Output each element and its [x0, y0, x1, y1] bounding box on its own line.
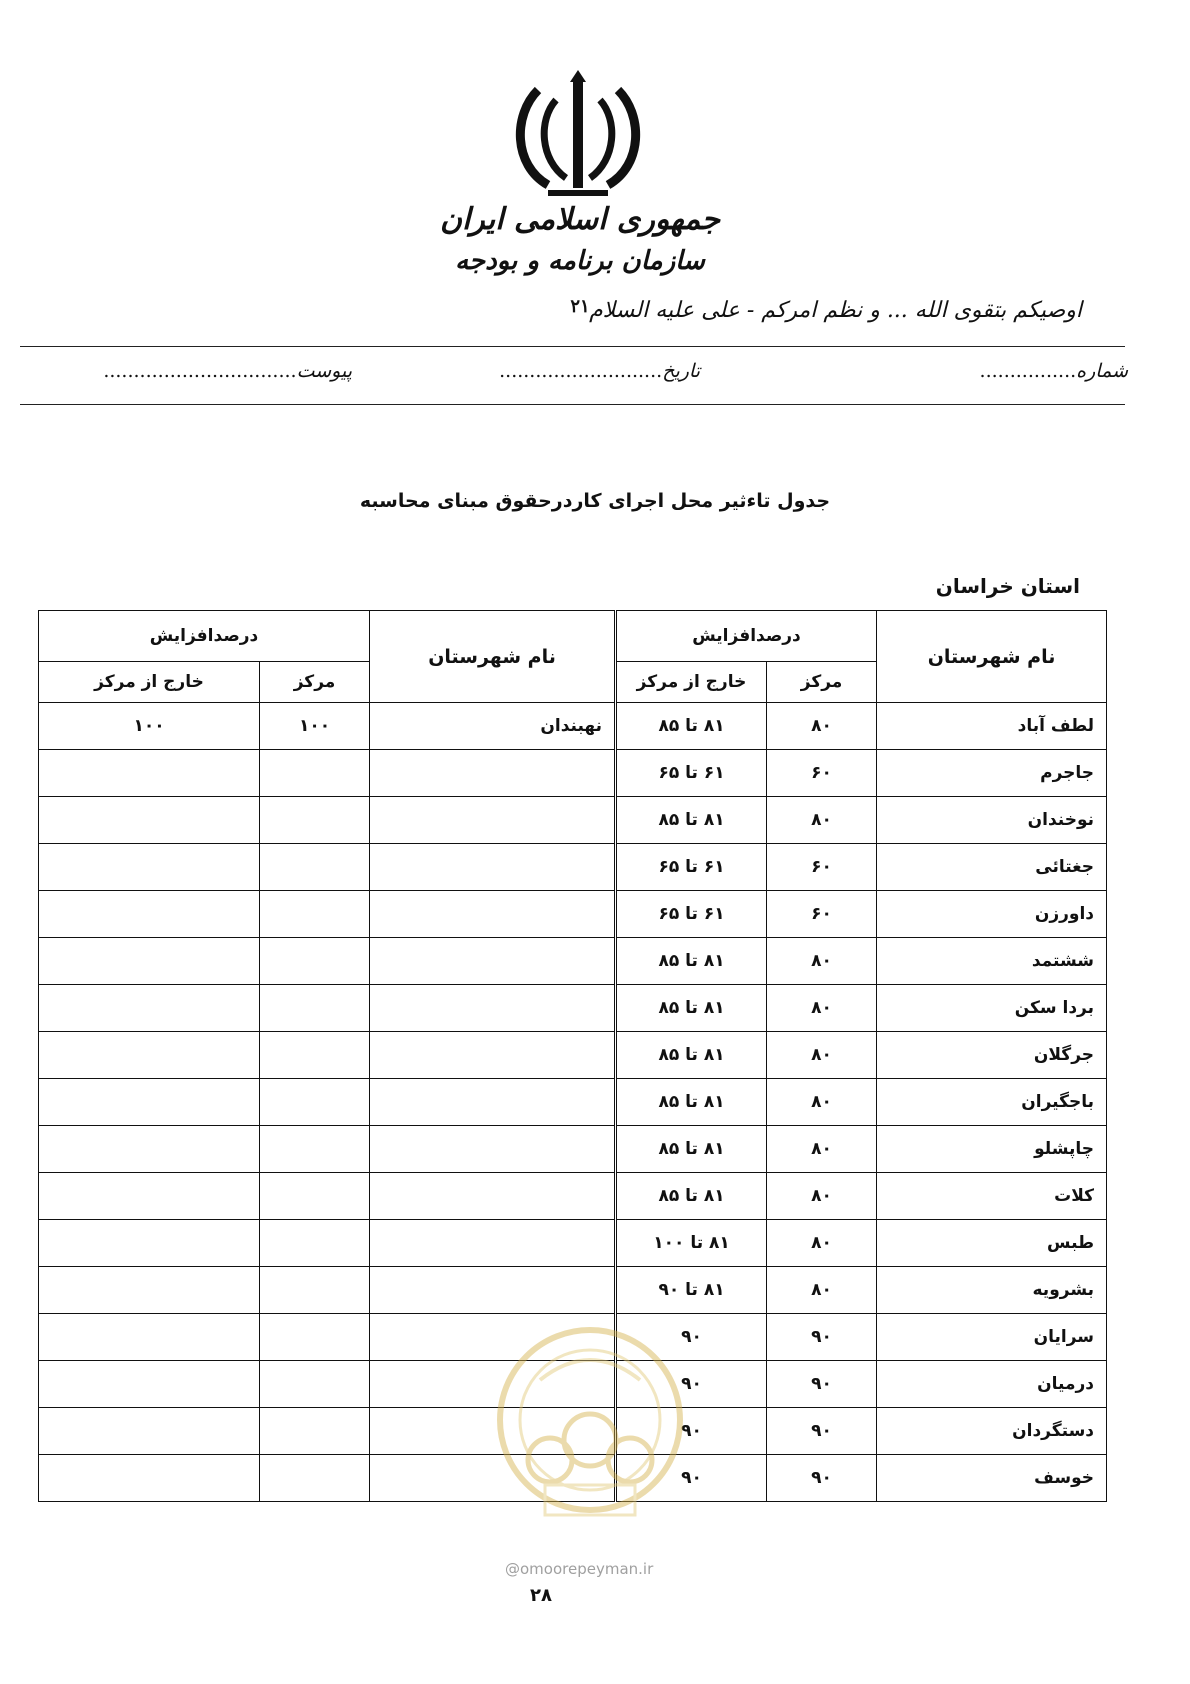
city-cell: جاجرم [877, 750, 1107, 797]
city-cell-left [370, 1079, 615, 1126]
outside-cell: ۶۱ تا ۶۵ [617, 750, 767, 797]
city-cell-left [370, 1032, 615, 1079]
outside-cell: ۹۰ [617, 1361, 767, 1408]
outside-cell-left [39, 938, 260, 985]
watermark-seal-icon [490, 1310, 690, 1560]
center-cell: ۸۰ [767, 938, 877, 985]
number-dots: ................ [979, 360, 1077, 382]
column-gap [615, 844, 617, 891]
city-cell: خوسف [877, 1455, 1107, 1502]
city-cell-left: نهبندان [370, 703, 615, 750]
center-cell-left [260, 1455, 370, 1502]
column-gap [615, 1032, 617, 1079]
center-cell-left [260, 1220, 370, 1267]
city-cell: بشرویه [877, 1267, 1107, 1314]
outside-cell: ۸۱ تا ۸۵ [617, 1032, 767, 1079]
column-gap [615, 985, 617, 1032]
table-row [39, 1267, 1107, 1314]
date-dots: ........................... [499, 360, 663, 382]
center-cell: ۹۰ [767, 1314, 877, 1361]
watermark-url: @omoorepeyman.ir [505, 1560, 654, 1578]
table-row [39, 1220, 1107, 1267]
province-label: استان خراسان [935, 574, 1080, 598]
outside-cell: ۶۱ تا ۶۵ [617, 891, 767, 938]
outside-cell: ۸۱ تا ۸۵ [617, 1126, 767, 1173]
header-rule-top [20, 346, 1125, 347]
number-field [980, 360, 1128, 382]
outside-cell-left [39, 1173, 260, 1220]
center-cell-left [260, 938, 370, 985]
city-cell-left [370, 1267, 615, 1314]
center-cell: ۹۰ [767, 1408, 877, 1455]
center-cell-left [260, 1032, 370, 1079]
header-outside-left: خارج از مرکز [39, 662, 260, 703]
header-city-left: نام شهرستان [370, 611, 615, 703]
city-cell: دستگردان [877, 1408, 1107, 1455]
page-number: ۲۸ [530, 1585, 552, 1606]
center-cell: ۸۰ [767, 1126, 877, 1173]
city-cell-left [370, 750, 615, 797]
column-gap [615, 938, 617, 985]
city-cell-left [370, 985, 615, 1032]
table-row [39, 1126, 1107, 1173]
attachment-dots: ................................ [103, 360, 297, 382]
outside-cell: ۹۰ [617, 1455, 767, 1502]
city-cell: درمیان [877, 1361, 1107, 1408]
city-cell-left [370, 1126, 615, 1173]
header-subtitle: سازمان برنامه و بودجه [455, 246, 705, 276]
header-page-ref: ۲۱ [570, 296, 590, 317]
center-cell-left [260, 1314, 370, 1361]
city-cell: جغتائی [877, 844, 1107, 891]
table-row [39, 1173, 1107, 1220]
city-cell: نوخندان [877, 797, 1107, 844]
header-increase-right: درصدافزایش [617, 611, 877, 662]
outside-cell-left [39, 1314, 260, 1361]
center-cell: ۸۰ [767, 797, 877, 844]
city-cell: لطف آباد [877, 703, 1107, 750]
city-cell: ششتمد [877, 938, 1107, 985]
outside-cell: ۸۱ تا ۹۰ [617, 1267, 767, 1314]
center-cell-left [260, 1173, 370, 1220]
column-gap [615, 1173, 617, 1220]
column-gap [615, 1079, 617, 1126]
outside-cell: ۸۱ تا ۸۵ [617, 938, 767, 985]
city-cell: چاپشلو [877, 1126, 1107, 1173]
center-cell: ۸۰ [767, 1173, 877, 1220]
center-cell: ۹۰ [767, 1361, 877, 1408]
outside-cell-left [39, 844, 260, 891]
header-title: جمهوری اسلامی ایران [439, 202, 721, 237]
outside-cell: ۹۰ [617, 1314, 767, 1361]
outside-cell-left [39, 1032, 260, 1079]
center-cell-left [260, 1267, 370, 1314]
center-cell: ۶۰ [767, 750, 877, 797]
center-cell: ۸۰ [767, 1267, 877, 1314]
city-cell: کلات [877, 1173, 1107, 1220]
table-row [39, 1032, 1107, 1079]
city-cell: جرگلان [877, 1032, 1107, 1079]
center-cell-left [260, 985, 370, 1032]
city-cell: سرایان [877, 1314, 1107, 1361]
outside-cell-left [39, 985, 260, 1032]
center-cell-left [260, 797, 370, 844]
date-field [499, 360, 700, 382]
center-cell-left [260, 1079, 370, 1126]
table-row [39, 797, 1107, 844]
header-center-left: مرکز [260, 662, 370, 703]
outside-cell-left [39, 1408, 260, 1455]
center-cell-left [260, 844, 370, 891]
center-cell: ۶۰ [767, 844, 877, 891]
center-cell: ۸۰ [767, 703, 877, 750]
header-center-right: مرکز [767, 662, 877, 703]
header-motto: اوصیکم بتقوی الله ... و نظم امرکم - علی علیه السلام [589, 298, 1082, 323]
header-city-right: نام شهرستان [877, 611, 1107, 703]
center-cell-left [260, 750, 370, 797]
attachment-field [103, 360, 352, 382]
city-cell: طبس [877, 1220, 1107, 1267]
city-cell-left [370, 844, 615, 891]
table-row [39, 844, 1107, 891]
center-cell-left [260, 891, 370, 938]
table-row [39, 891, 1107, 938]
outside-cell: ۸۱ تا ۸۵ [617, 1173, 767, 1220]
emblem-icon [508, 70, 648, 200]
document-title: جدول تاءثیر محل اجرای کاردرحقوق مبنای محاسبه [359, 490, 831, 512]
city-cell-left [370, 1220, 615, 1267]
outside-cell-left [39, 750, 260, 797]
center-cell: ۹۰ [767, 1455, 877, 1502]
center-cell: ۸۰ [767, 1079, 877, 1126]
city-cell: باجگیران [877, 1079, 1107, 1126]
outside-cell: ۶۱ تا ۶۵ [617, 844, 767, 891]
outside-cell: ۸۱ تا ۸۵ [617, 797, 767, 844]
center-cell-left [260, 1361, 370, 1408]
outside-cell-left [39, 1361, 260, 1408]
table-row [39, 703, 1107, 750]
outside-cell-left: ۱۰۰ [39, 703, 260, 750]
column-gap [615, 703, 617, 750]
table-row [39, 1079, 1107, 1126]
attachment-label: پیوست [296, 360, 352, 382]
center-cell: ۸۰ [767, 1032, 877, 1079]
city-cell-left [370, 1173, 615, 1220]
header-rule-bottom [20, 404, 1125, 405]
outside-cell: ۹۰ [617, 1408, 767, 1455]
column-gap [615, 1220, 617, 1267]
column-gap [615, 1267, 617, 1314]
city-cell-left [370, 797, 615, 844]
center-cell: ۶۰ [767, 891, 877, 938]
outside-cell-left [39, 1126, 260, 1173]
outside-cell-left [39, 1220, 260, 1267]
city-cell-left [370, 891, 615, 938]
outside-cell: ۸۱ تا ۱۰۰ [617, 1220, 767, 1267]
center-cell: ۸۰ [767, 1220, 877, 1267]
outside-cell-left [39, 1079, 260, 1126]
outside-cell: ۸۱ تا ۸۵ [617, 985, 767, 1032]
table-row [39, 985, 1107, 1032]
outside-cell-left [39, 1267, 260, 1314]
header-outside-right: خارج از مرکز [617, 662, 767, 703]
city-cell: بردا سکن [877, 985, 1107, 1032]
header-increase-left: درصدافزایش [39, 611, 370, 662]
city-cell-left [370, 938, 615, 985]
outside-cell-left [39, 1455, 260, 1502]
column-gap [615, 797, 617, 844]
center-cell-left [260, 1408, 370, 1455]
date-label: تاریخ [662, 360, 700, 382]
outside-cell-left [39, 891, 260, 938]
table-row [39, 938, 1107, 985]
outside-cell: ۸۱ تا ۸۵ [617, 1079, 767, 1126]
number-label: شماره [1076, 360, 1128, 382]
center-cell: ۸۰ [767, 985, 877, 1032]
column-gap [615, 891, 617, 938]
column-gap [615, 1126, 617, 1173]
outside-cell-left [39, 797, 260, 844]
center-cell-left [260, 1126, 370, 1173]
outside-cell: ۸۱ تا ۸۵ [617, 703, 767, 750]
center-cell-left: ۱۰۰ [260, 703, 370, 750]
city-cell: داورزن [877, 891, 1107, 938]
table-row [39, 750, 1107, 797]
column-gap [615, 750, 617, 797]
